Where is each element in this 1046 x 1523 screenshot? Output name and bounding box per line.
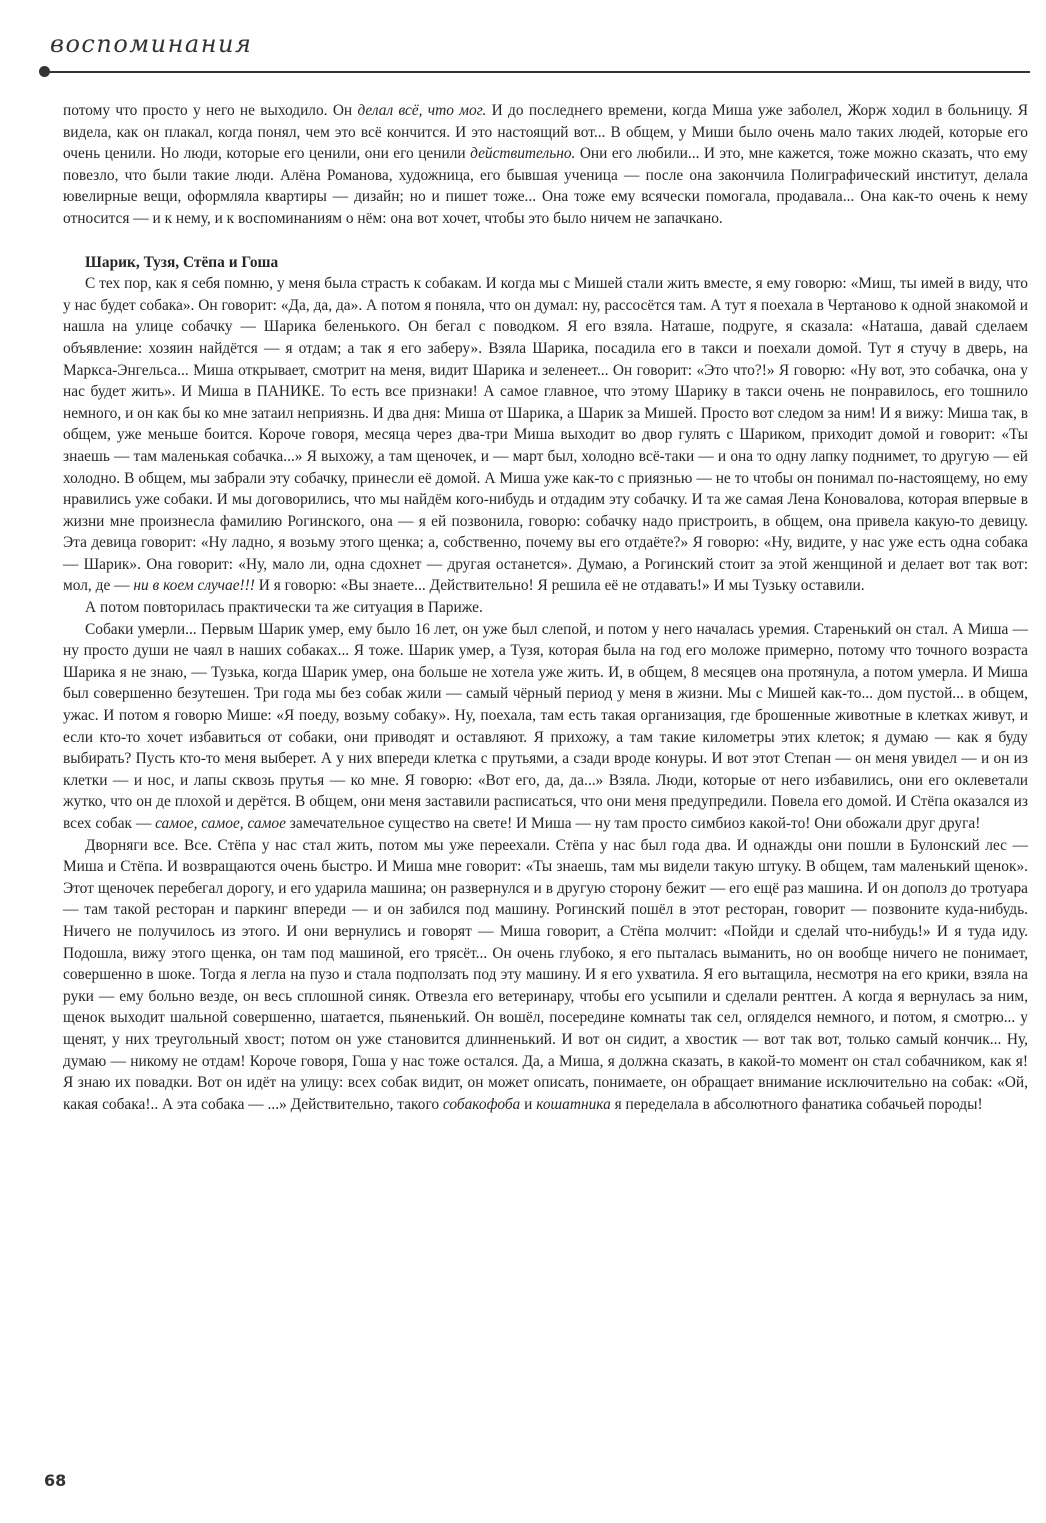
header-rule (44, 71, 1030, 73)
paragraph-gosha: Дворняги все. Все. Стёпа у нас стал жить, потом мы уже переехали. Стёпа у нас был года два. И однажды они пошли в Булонский лес — Миша и Стёпа. И возвращаются очень быстро. И Миша мне говорит: «Ты знаешь, там мы видели такую штуку. В общем, там маленький щенок». Этот щеночек перебегал дорогу, и его ударила машина; он развернулся и в другую сторону бежит — его ещё раз машина. И он дополз до тротуара — там такой ресторан и паркинг впереди — и он забился под машину. Рогинский пошёл в этот ресторан, говорит — позвоните куда-нибудь. Ничего не получилось из этого. И они вернулись и говорят — Миша говорит, а Стёпа молчит: «Пойди и сделай что-нибудь!» И я туда иду. Подошла, вижу этого щенка, он там под машиной, его трясёт... Он очень глубоко, я его пыталась выманить, но он вообще ничего не понимает, совершенно в шоке. Тогда я легла на пузо и стала подползать под эту машину. И я его ухватила. Я его вытащила, несмотря на его крики, взяла на руки — ему больно везде, он весь сплошной синяк. Отвезла его ветеринару, чтобы его усыпили и сделали рентген. А когда я вернулась за ним, щенок выходит шальной совершенно, шатается, пьяненький. Он вошёл, посередине комнаты так сел, огляделся немного, и потом, я смотрю... у щенят, у них треугольный хвост; потом он уже становится длинненький. И вот он сидит, а хвостик — вот так вот, только самый кончик... Ну, думаю — никому не отдам! Короче говоря, Гоша у нас тоже остался. Да, а Миша, я должна сказать, в какой-то момент он стал собачником, как я! Я знаю их повадки. Вот он идёт на улицу: всех собак видит, он может описать, понимаете, он обращает внимание исключительно на собак: «Ой, какая собака!.. А эта собака — ...» Действительно, такого собакофоба и кошатника я переделала в абсолютного фанатика собачьей породы! (63, 836, 1028, 1113)
paragraph-dogs-story: С тех пор, как я себя помню, у меня была страсть к собакам. И когда мы с Мишей стали жить вместе, я ему говорю: «Миш, ты имей в виду, что у нас будет собака». Он говорит: «Да, да, да». А потом я поняла, что он думал: ну, рассосётся там. А тут я поехала в Чертаново к одной знакомой и нашла на улице собачку — Шарика беленького. Он бегал с поводком. Я его взяла. Наташе, подруге, я сказала: «Наташа, давай сделаем объявление: хозяин найдётся — я отдам; а так я его заберу». Взяла Шарика, посадила его в такси и поехали домой. Тут я стучу в дверь, на Маркса-Энгельса... Миша открывает, смотрит на меня, видит Шарика и зеленеет... Он говорит: «Это что?!» Я говорю: «Ну вот, это собачка, она у нас будет жить». И Миша в ПАНИКЕ. То есть все признаки! А самое главное, что этому Шарику в такси очень не понравилось, его тошнило немного, и он как бы ко мне затаил неприязнь. И два дня: Миша от Шарика, а Шарик за Мишей. Просто вот следом за ним! И я вижу: Миша так, в общем, уже меньше боится. Короче говоря, месяца через два-три Миша выходит во двор гулять с Шариком, приходит домой и говорит: «Ты знаешь — там маленькая собачка...» Я выхожу, а там щеночек, и — март был, холодно всё-таки — и она то одну лапку поднимет, то другую — ей холодно. В общем, мы забрали эту собачку, принесли её домой. А Миша уже как-то с приязнью — не то чтобы он понимал по-настоящему, но ему нравились уже собаки. И мы договорились, что мы найдём кого-нибудь и отдадим эту собачку. И та же самая Лена Коновалова, которая впервые в жизни мне произнесла фамилию Рогинского, она — я ей позвонила, говорю: собачку надо пристроить, в общем, она привела какую-то девицу. Эта девица говорит: «Ну ладно, я возьму этого щенка; а, собственно, почему вы его отдаёте?» Я говорю: «Ну, видите, у нас уже есть одна собака — Шарик». Она говорит: «Ну, мало ли, одна сдохнет — другая останется». Думаю, а Рогинский стоит за этой женщиной и делает вот так вот: мол, де — ни в коем случае!!! И я говорю: «Вы знаете... Действительно! Я решила её не отдавать!» И мы Тузьку оставили. (63, 275, 1028, 595)
article-body (63, 100, 1028, 1115)
paragraph-paris: А потом повторилась практически та же ситуация в Париже. (85, 599, 483, 617)
paragraph-continuation: потому что просто у него не выходило. Он делал всё, что мог. И до последнего времени, когда Миша уже заболел, Жорж ходил в больницу. Я видела, как он плакал, когда понял, чем это всё кончится. И это настоящий вот... В общем, у Миши было очень мало таких людей, которые его очень ценили. Но люди, которые его ценили, они его ценили действительно. Они его любили... И это, мне кажется, тоже можно сказать, что ему повезло, что были такие люди. Алёна Романова, художница, его бывшая ученица — после она закончила Полиграфический институт, делала ювелирные вещи, оформляла квартиры — дизайн; но и пишет тоже... Она тоже ему всячески помогала, продавала... Она как-то очень к нему относится — и к нему, и к воспоминаниям о нём: она вот хочет, чтобы это было ничем не запачкано. (63, 102, 1028, 227)
section-spacer (63, 230, 1028, 252)
page-header (0, 0, 1046, 80)
section-title: воспоминания (50, 30, 253, 58)
page-number: 68 (44, 1471, 67, 1490)
paragraph-stepa: Собаки умерли... Первым Шарик умер, ему было 16 лет, он уже был слепой, и потом у него началась уремия. Старенький он стал. А Миша — ну просто души не чаял в наших собаках... Я тоже. Шарик умер, а Тузя, которая была на год его моложе примерно, потому что точного возраста Шарика я не знаю, — Тузька, когда Шарик умер, она больше не хотела уже жить. И, в общем, 8 месяцев она протянула, а потом умерла. И Миша был совершенно безутешен. Три года мы без собак жили — самый чёрный период у меня в жизни. Мы с Мишей как-то... дом пустой... в общем, ужас. И потом я говорю Мише: «Я поеду, возьму собаку». Ну, поехала, там есть такая организация, где брошенные животные в клетках живут, и если кто-то хочет избавиться от собаки, они приводят и оставляют. Я прихожу, а там такие километры этих клеток; я думаю — как я буду выбирать? Пусть кто-то меня выберет. А у них впереди клетка с прутьями, а сзади вроде конуры. И вот этот Степан — он меня увидел — и он из клетки — и нос, и лапы сквозь прутья — ко мне. Я говорю: «Вот его, да, да...» Взяла. Люди, которые от него избавились, они его оклеветали жутко, что он де плохой и дерётся. В общем, они меня заставили расписаться, что они меня предупредили. Повела его домой. И Стёпа оказался из всех собак — самое, самое, самое замечательное существо на свете! И Миша — ну там просто симбиоз какой-то! Они обожали друг друга! (63, 620, 1028, 832)
section-subheading: Шарик, Тузя, Стёпа и Гоша (85, 253, 279, 271)
